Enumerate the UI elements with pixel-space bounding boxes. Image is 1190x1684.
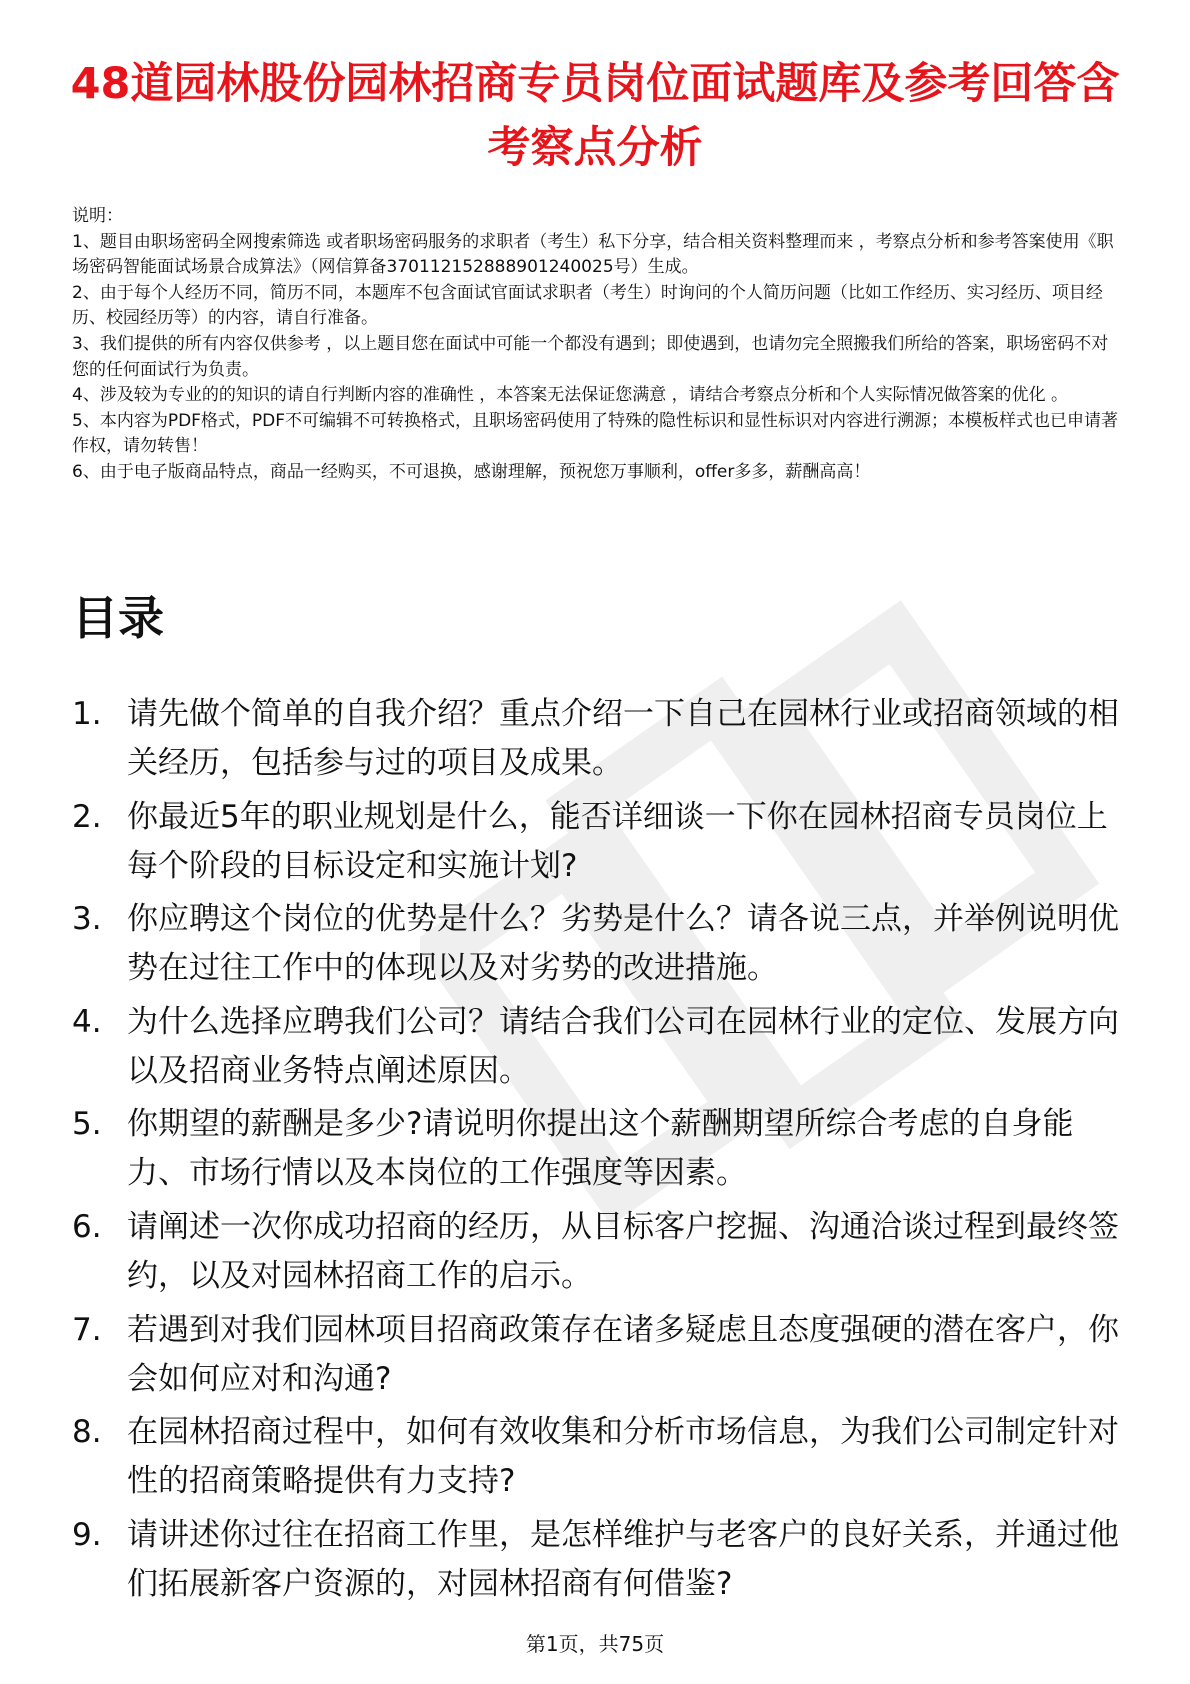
instructions-label: 说明： [72,206,123,226]
question-item [72,1306,1132,1404]
question-number: 1. [72,696,102,732]
instruction-item: 5、本内容为PDF格式，PDF不可编辑不可转换格式，且职场密码使用了特殊的隐性标识和显性标识对内容进行溯源；本模板样式也已申请著作权，请勿转售！ [72,410,1119,457]
instruction-item: 3、我们提供的所有内容仅供参考 ，以上题目您在面试中可能一个都没有遇到；即使遇到，也请勿完全照搬我们所给的答案，职场密码不对您的任何面试行为负责。 [72,333,1109,380]
question-number: 4. [72,1003,102,1040]
instructions-block [72,204,1122,486]
toc-heading: 目录 [72,591,164,645]
question-item [72,690,1132,788]
question-text: 在园林招商过程中，如何有效收集和分析市场信息，为我们公司制定针对性的招商策略提供有力支持? [127,1414,1119,1500]
instruction-item: 6、由于电子版商品特点，商品一经购买，不可退换，感谢理解，预祝您万事顺利，offer多多，薪酬高高！ [72,461,871,482]
question-number: 6. [72,1208,102,1245]
question-text: 若遇到对我们园林项目招商政策存在诸多疑虑且态度强硬的潜在客户，你会如何应对和沟通? [127,1311,1119,1397]
document-title: 48道园林股份园林招商专员岗位面试题库及参考回答含考察点分析 [70,59,1120,173]
question-number: 5. [72,1106,102,1143]
question-item [72,1100,1132,1198]
instruction-item: 1、题目由职场密码全网搜索筛选 或者职场密码服务的求职者（考生）私下分享，结合相关资料整理而来 ，考察点分析和参考答案使用《职场密码智能面试场景合成算法》（网信算备370112152888901240025号）生成。 [72,231,1114,278]
question-item [72,793,1132,891]
question-text: 你最近5年的职业规划是什么，能否详细谈一下你在园林招商专员岗位上每个阶段的目标设定和实施计划? [127,798,1108,884]
question-number: 7. [72,1311,102,1348]
question-text: 你应聘这个岗位的优势是什么？劣势是什么？请各说三点，并举例说明优势在过往工作中的体现以及对劣势的改进措施。 [127,901,1119,987]
question-text: 请讲述你过往在招商工作里，是怎样维护与老客户的良好关系，并通过他们拓展新客户资源的，对园林招商有何借鉴? [127,1516,1119,1602]
question-item [72,1408,1132,1506]
question-item [72,1511,1132,1609]
instruction-item: 2、由于每个人经历不同，简历不同，本题库不包含面试官面试求职者（考生）时询问的个人简历问题（比如工作经历、实习经历、项目经历、校园经历等）的内容，请自行准备。 [72,282,1103,329]
question-item [72,1203,1132,1301]
question-number: 9. [72,1516,102,1553]
instruction-item: 4、涉及较为专业的的知识的请自行判断内容的准确性 ，本答案无法保证您满意 ，请结合考察点分析和个人实际情况做答案的优化 。 [72,385,1069,406]
question-item [72,895,1132,993]
question-text: 请先做个简单的自我介绍？重点介绍一下自己在园林行业或招商领域的相关经历，包括参与过的项目及成果。 [127,696,1119,781]
question-text: 为什么选择应聘我们公司？请结合我们公司在园林行业的定位、发展方向以及招商业务特点阐述原因。 [127,1003,1119,1089]
question-number: 2. [72,798,102,835]
question-number: 8. [72,1414,102,1451]
page-footer: 第1页，共75页 [525,1632,665,1656]
question-text: 你期望的薪酬是多少?请说明你提出这个薪酬期望所综合考虑的自身能力、市场行情以及本岗位的工作强度等因素。 [127,1106,1074,1192]
question-item [72,998,1132,1096]
question-number: 3. [72,901,102,938]
question-text: 请阐述一次你成功招商的经历，从目标客户挖掘、沟通洽谈过程到最终签约，以及对园林招商工作的启示。 [127,1208,1119,1294]
question-list [72,690,1132,1613]
